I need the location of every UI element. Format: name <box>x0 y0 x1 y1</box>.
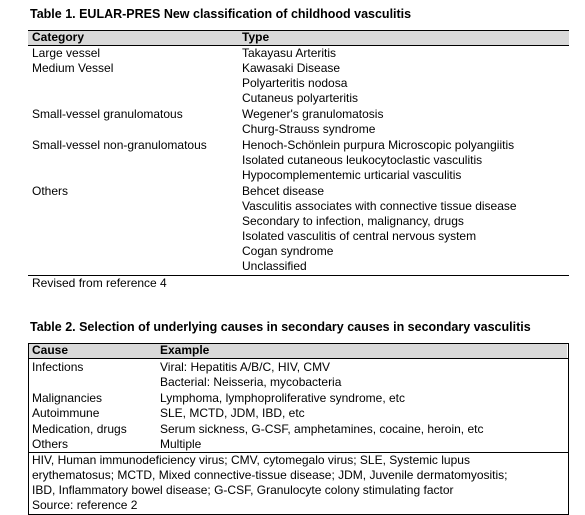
table2-footnote: HIV, Human immunodeficiency virus; CMV, cytomegalo virus; SLE, Systemic lupus <box>32 453 470 467</box>
table2-example: Viral: Hepatitis A/B/C, HIV, CMV <box>160 360 331 374</box>
table2-example: Lymphoma, lymphoproliferative syndrome, etc <box>160 391 405 405</box>
table2-source: Source: reference 2 <box>32 498 138 512</box>
table1-category: Small-vessel non-granulomatous <box>32 138 207 152</box>
table1-type: Polyarteritis nodosa <box>242 76 348 90</box>
table1-type: Churg-Strauss syndrome <box>242 122 376 136</box>
table2-header-rule <box>28 358 569 359</box>
table2-footnote: erythematosus; MCTD, Mixed connective-tissue disease; JDM, Juvenile dermatomyositis; <box>32 468 508 482</box>
table2-header-cause: Cause <box>32 343 69 357</box>
table2-footnote: IBD, Inflammatory bowel disease; G-CSF, Granulocyte colony stimulating factor <box>32 483 454 497</box>
table1-type: Cutaneus polyarteritis <box>242 91 359 105</box>
table1-type: Unclassified <box>242 259 307 273</box>
table1-type: Cogan syndrome <box>242 244 334 258</box>
table1-type: Wegener's granulomatosis <box>242 107 384 121</box>
table2-cause: Autoimmune <box>32 406 100 420</box>
table1-category: Medium Vessel <box>32 61 114 75</box>
table1-footer: Revised from reference 4 <box>32 276 167 290</box>
table1-header-type: Type <box>242 30 270 44</box>
table1-title: Table 1. EULAR-PRES New classification of childhood vasculitis <box>30 7 412 21</box>
table1-type: Kawasaki Disease <box>242 61 341 75</box>
table2-title: Table 2. Selection of underlying causes in secondary causes in secondary vasculitis <box>30 320 531 334</box>
table1-category: Large vessel <box>32 46 101 60</box>
table2-cause: Infections <box>32 360 84 374</box>
table1-type: Henoch-Schönlein purpura Microscopic polyangiitis <box>242 138 515 152</box>
table1-header-category: Category <box>32 30 85 44</box>
table1-type: Takayasu Arteritis <box>242 46 337 60</box>
table1-header-band <box>28 31 569 45</box>
table1-type: Behcet disease <box>242 184 325 198</box>
table2-cause: Others <box>32 437 69 451</box>
table1-type: Isolated vasculitis of central nervous system <box>242 229 477 243</box>
table1-category: Small-vessel granulomatous <box>32 107 183 121</box>
table2-header-example: Example <box>160 343 210 357</box>
table2-cause: Medication, drugs <box>32 422 127 436</box>
table2-example: SLE, MCTD, JDM, IBD, etc <box>160 406 305 420</box>
table2-example: Serum sickness, G-CSF, amphetamines, cocaine, heroin, etc <box>160 422 484 436</box>
table2-example: Bacterial: Neisseria, mycobacteria <box>160 375 342 389</box>
table1-type: Vasculitis associates with connective tissue disease <box>242 199 517 213</box>
table1-type: Isolated cutaneous leukocytoclastic vasculitis <box>242 153 483 167</box>
table1-category: Others <box>32 184 69 198</box>
table2-example: Multiple <box>160 437 202 451</box>
table2-cause: Malignancies <box>32 391 103 405</box>
table2-header-band <box>29 344 567 358</box>
table1-type: Hypocomplementemic urticarial vasculitis <box>242 168 462 182</box>
table1-type: Secondary to infection, malignancy, drugs <box>242 214 464 228</box>
